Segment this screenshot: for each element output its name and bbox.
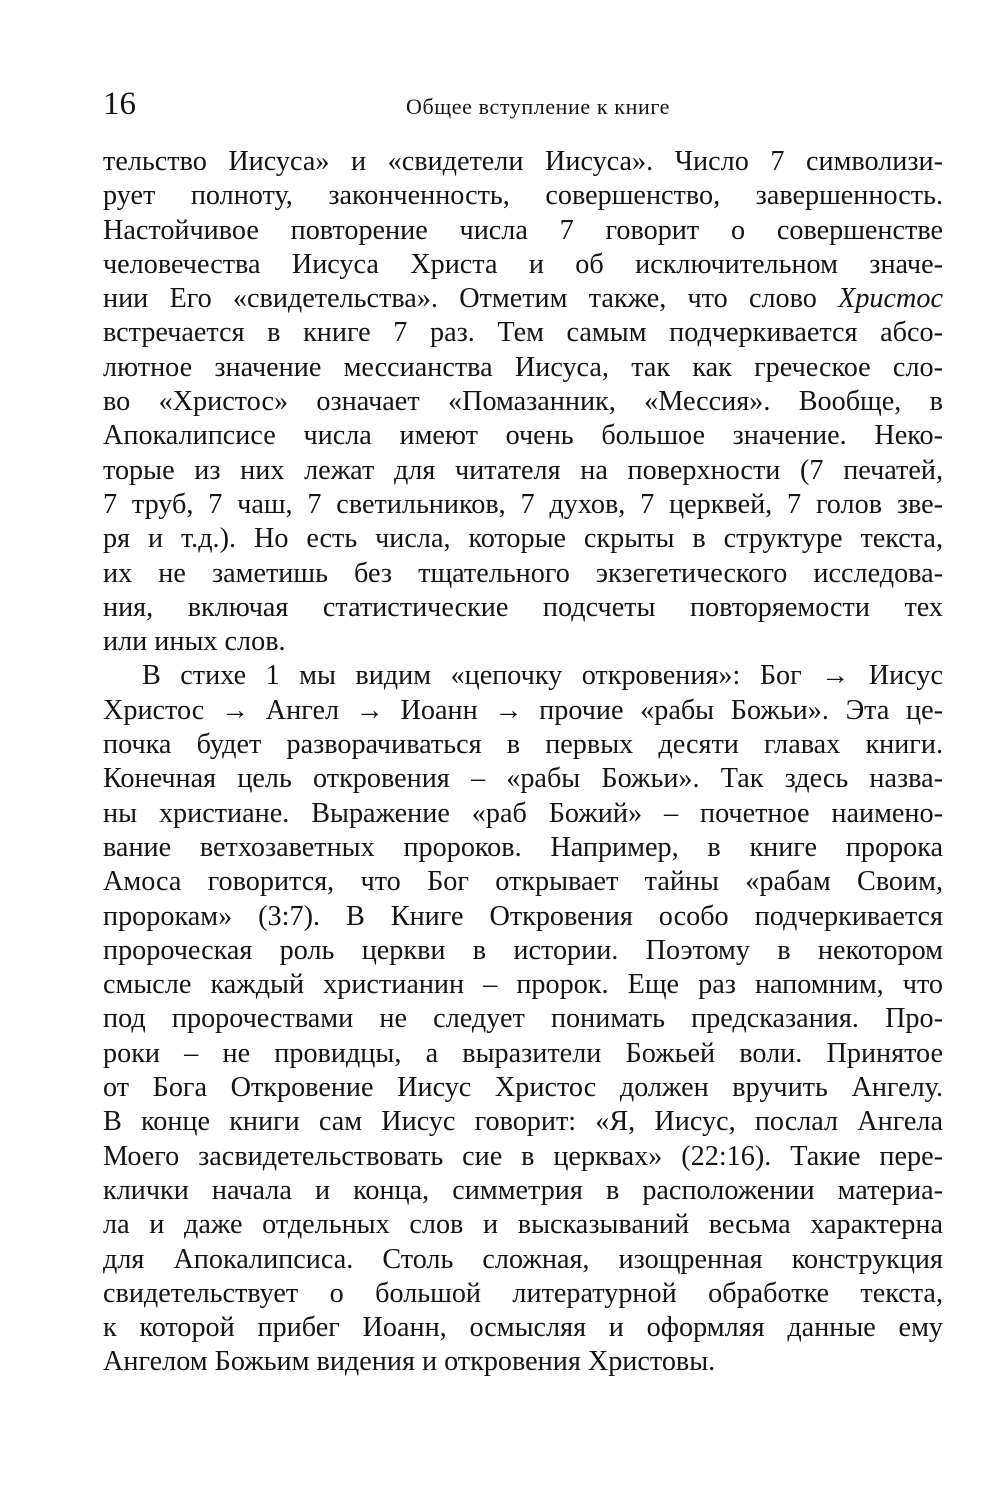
paragraph-1-line: торые из них лежат для читателя на поверхности (7 печатей, [103,454,943,486]
paragraph-1-line: их не заметишь без тщательного экзегетического исследова- [103,557,943,589]
paragraph-2-line: под пророчествами не следует понимать предсказания. Про- [103,1003,943,1035]
page-number: 16 [103,86,136,122]
paragraph-1-line: во «Христос» означает «Помазанник, «Мессия». Вообще, в [103,386,943,418]
paragraph-1-line-with-italic [103,282,943,316]
paragraph-1-line: лютное значение мессианства Иисуса, так как греческое сло- [103,351,943,383]
paragraph-2-line: свидетельствует о большой литературной обработке текста, [103,1277,943,1309]
paragraph-2-line: к которой прибег Иоанн, осмысляя и оформляя данные ему [103,1312,943,1344]
italic-term: Христос [838,283,943,315]
paragraph-1-line: Настойчивое повторение числа 7 говорит о совершенстве [103,214,943,246]
paragraph-2-line: клички начала и конца, симметрия в расположении материа- [103,1174,943,1206]
paragraph-1-line: или иных слов. [103,626,286,658]
paragraph-2-line: роки – не провидцы, а выразители Божьей воли. Принятое [103,1037,943,1069]
paragraph-1-line: человечества Иисуса Христа и об исключительном значе- [103,248,943,280]
paragraph-2-line: для Апокалипсиса. Столь сложная, изощренная конструкция [103,1243,943,1275]
paragraph-1-line: 7 труб, 7 чаш, 7 светильников, 7 духов, 7 церквей, 7 голов зве- [103,488,943,520]
running-title: Общее вступление к книге [405,94,671,119]
paragraph-2-line: почка будет разворачиваться в первых десяти главах книги. [103,729,943,761]
paragraph-2-line: ны христиане. Выражение «раб Божий» – почетное наимено- [103,797,943,829]
paragraph-2-line: ла и даже отдельных слов и высказываний весьма характерна [103,1209,943,1241]
paragraph-2-line: от Бога Откровение Иисус Христос должен вручить Ангелу. [103,1072,943,1104]
line-text: нии Его «свидетельства». Отметим также, что слово [103,283,817,315]
paragraph-2-line: Конечная цель откровения – «рабы Божьи». Так здесь назва- [103,763,943,795]
paragraph-1-line: тельство Иисуса» и «свидетели Иисуса». Число 7 символизи- [103,146,943,177]
paragraph-1-line: встречается в книге 7 раз. Тем самым подчеркивается абсо- [103,317,943,349]
paragraph-2-line: В конце книги сам Иисус говорит: «Я, Иисус, послал Ангела [103,1106,943,1138]
paragraph-2-line: смысле каждый христианин – пророк. Еще раз напомним, что [103,969,943,1001]
paragraph-2-line: пророкам» (3:7). В Книге Откровения особо подчеркивается [103,900,943,932]
paragraph-2-line: Христос → Ангел → Иоанн → прочие «рабы Божьи». Эта це- [103,694,943,726]
paragraph-1-line: рует полноту, законченность, совершенство, завершенность. [103,180,943,212]
running-head [103,80,943,130]
paragraph-2-line: вание ветхозаветных пророков. Например, в книге пророка [103,831,943,863]
paragraph-1-line: ря и т.д.). Но есть числа, которые скрыты в структуре текста, [103,523,943,555]
paragraph-1-line: ния, включая статистические подсчеты повторяемости тех [103,591,943,623]
paragraph-2-line: В стихе 1 мы видим «цепочку откровения»: Бог → Иисус [142,660,943,692]
paragraph-2-line: пророческая роль церкви в истории. Поэтому в некотором [103,934,943,966]
paragraph-2-line: Моего засвидетельствовать сие в церквах» (22:16). Такие пере- [103,1140,943,1172]
body-text [103,145,943,1380]
paragraph-2-line: Ангелом Божьим видения и откровения Христовы. [103,1346,716,1378]
paragraph-2-line: Амоса говорится, что Бог открывает тайны «рабам Своим, [103,866,943,898]
paragraph-1-line: Апокалипсисе числа имеют очень большое значение. Неко- [103,420,943,452]
